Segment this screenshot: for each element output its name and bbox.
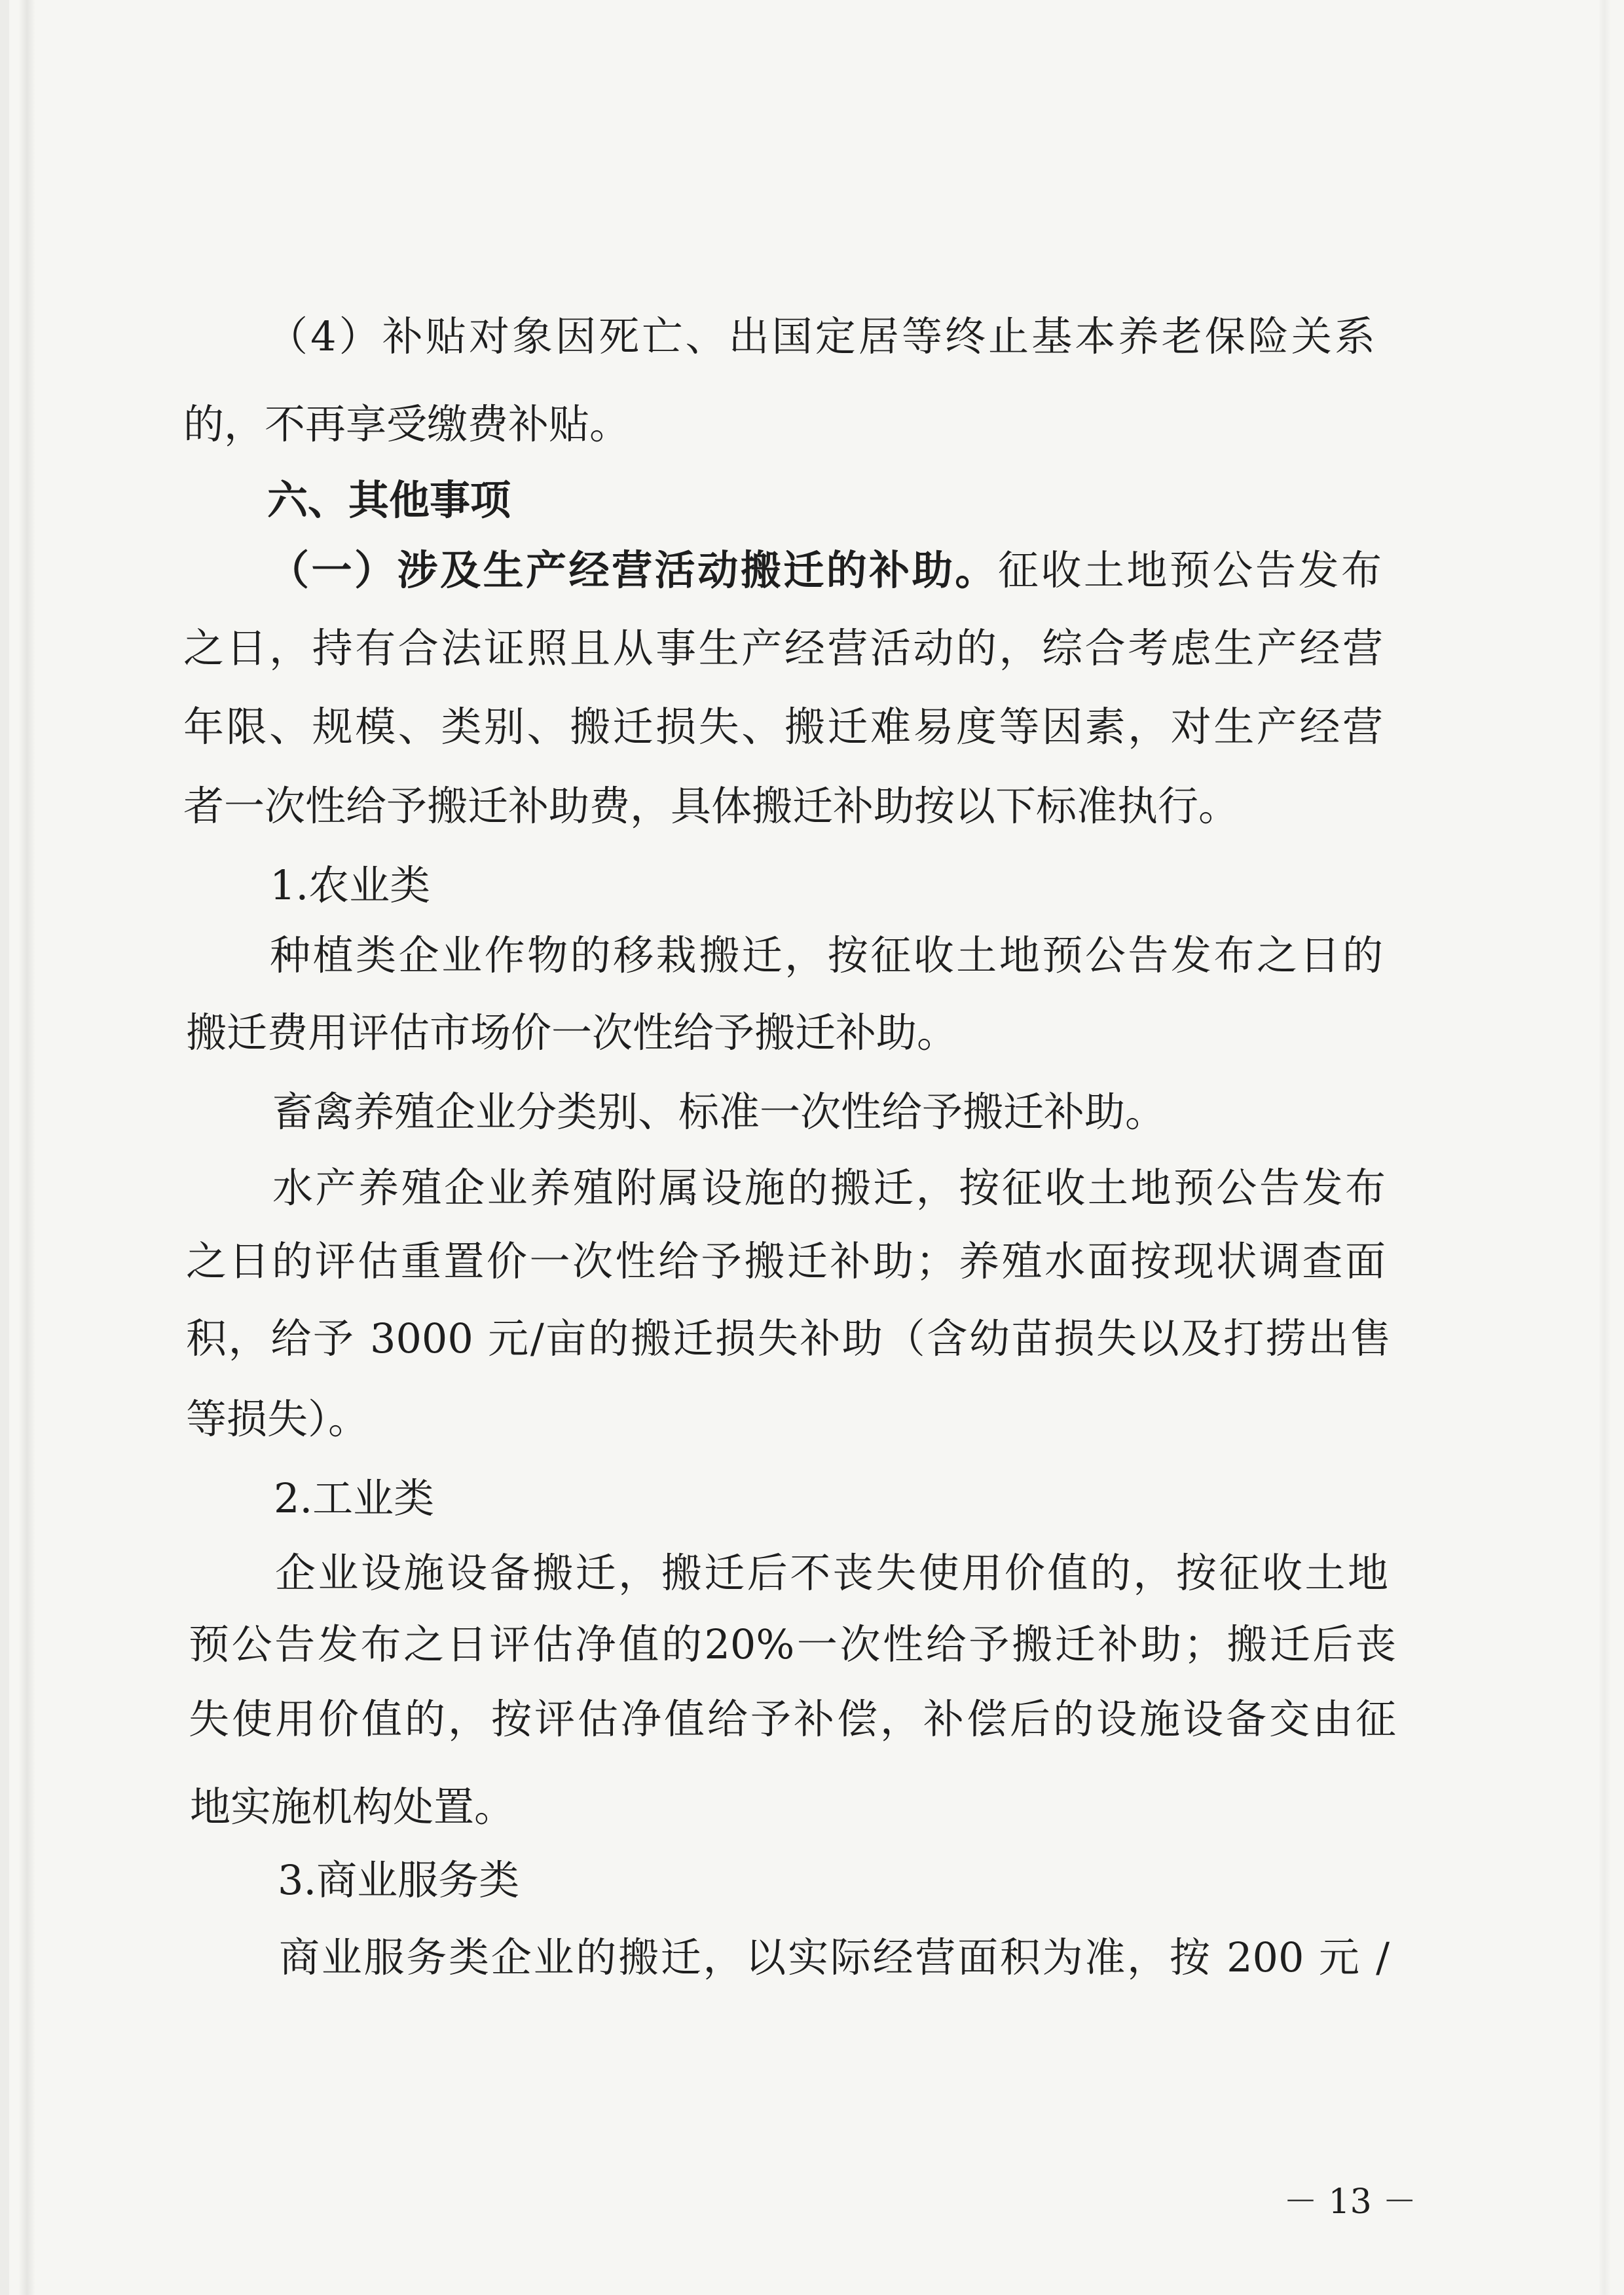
paragraph-line: 失使用价值的，按评估净值给予补偿，补偿后的设施设备交由征 — [189, 1695, 1396, 1743]
paragraph-text: 征收土地预公告发布 — [997, 546, 1382, 594]
paragraph-line: 畜禽养殖企业分类别、标准一次性给予搬迁补助。 — [272, 1088, 1166, 1136]
paragraph-line: 商业服务类企业的搬迁，以实际经营面积为准，按 200 元 / — [279, 1933, 1390, 1981]
paragraph-line: 种植类企业作物的移栽搬迁，按征收土地预公告发布之日的 — [270, 931, 1383, 979]
subsection-first-line — [268, 544, 1382, 597]
paragraph-line: 积，给予 3000 元/亩的搬迁损失补助（含幼苗损失以及打捞出售 — [186, 1315, 1391, 1362]
scan-edge-shadow — [1598, 0, 1611, 2295]
paragraph-line: 之日的评估重置价一次性给予搬迁补助；养殖水面按现状调查面 — [186, 1237, 1386, 1285]
subsection-title: （一）涉及生产经营活动搬迁的补助。 — [268, 546, 998, 594]
page-number: － 13 － — [1283, 2182, 1417, 2222]
paragraph-line: 预公告发布之日评估净值的20%一次性给予搬迁补助；搬迁后丧 — [189, 1620, 1396, 1668]
category-heading-agriculture: 1.农业类 — [270, 861, 431, 909]
category-heading-commercial: 3.商业服务类 — [278, 1856, 520, 1904]
section-heading: 六、其他事项 — [267, 476, 511, 524]
paragraph-line: 之日，持有合法证照且从事生产经营活动的，综合考虑生产经营 — [183, 624, 1383, 672]
paragraph-line: 水产养殖企业养殖附属设施的搬迁，按征收土地预公告发布 — [272, 1164, 1386, 1212]
scan-edge-shadow — [0, 0, 9, 2295]
paragraph-line: 地实施机构处置。 — [190, 1783, 515, 1831]
paragraph-line: 的，不再享受缴费补贴。 — [183, 400, 631, 448]
paragraph-line: 等损失）。 — [186, 1395, 369, 1443]
paragraph-line: 企业设施设备搬迁，搬迁后不丧失使用价值的，按征收土地 — [275, 1549, 1388, 1597]
category-heading-industry: 2.工业类 — [274, 1474, 435, 1522]
paragraph-line: 者一次性给予搬迁补助费，具体搬迁补助按以下标准执行。 — [183, 782, 1240, 830]
paragraph-line: 搬迁费用评估市场价一次性给予搬迁补助。 — [186, 1009, 958, 1056]
paragraph-line: （4）补贴对象因死亡、出国定居等终止基本养老保险关系 — [267, 312, 1375, 360]
scan-edge-shadow — [18, 0, 35, 2295]
paragraph-line: 年限、规模、类别、搬迁损失、搬迁难易度等因素，对生产经营 — [183, 703, 1383, 751]
